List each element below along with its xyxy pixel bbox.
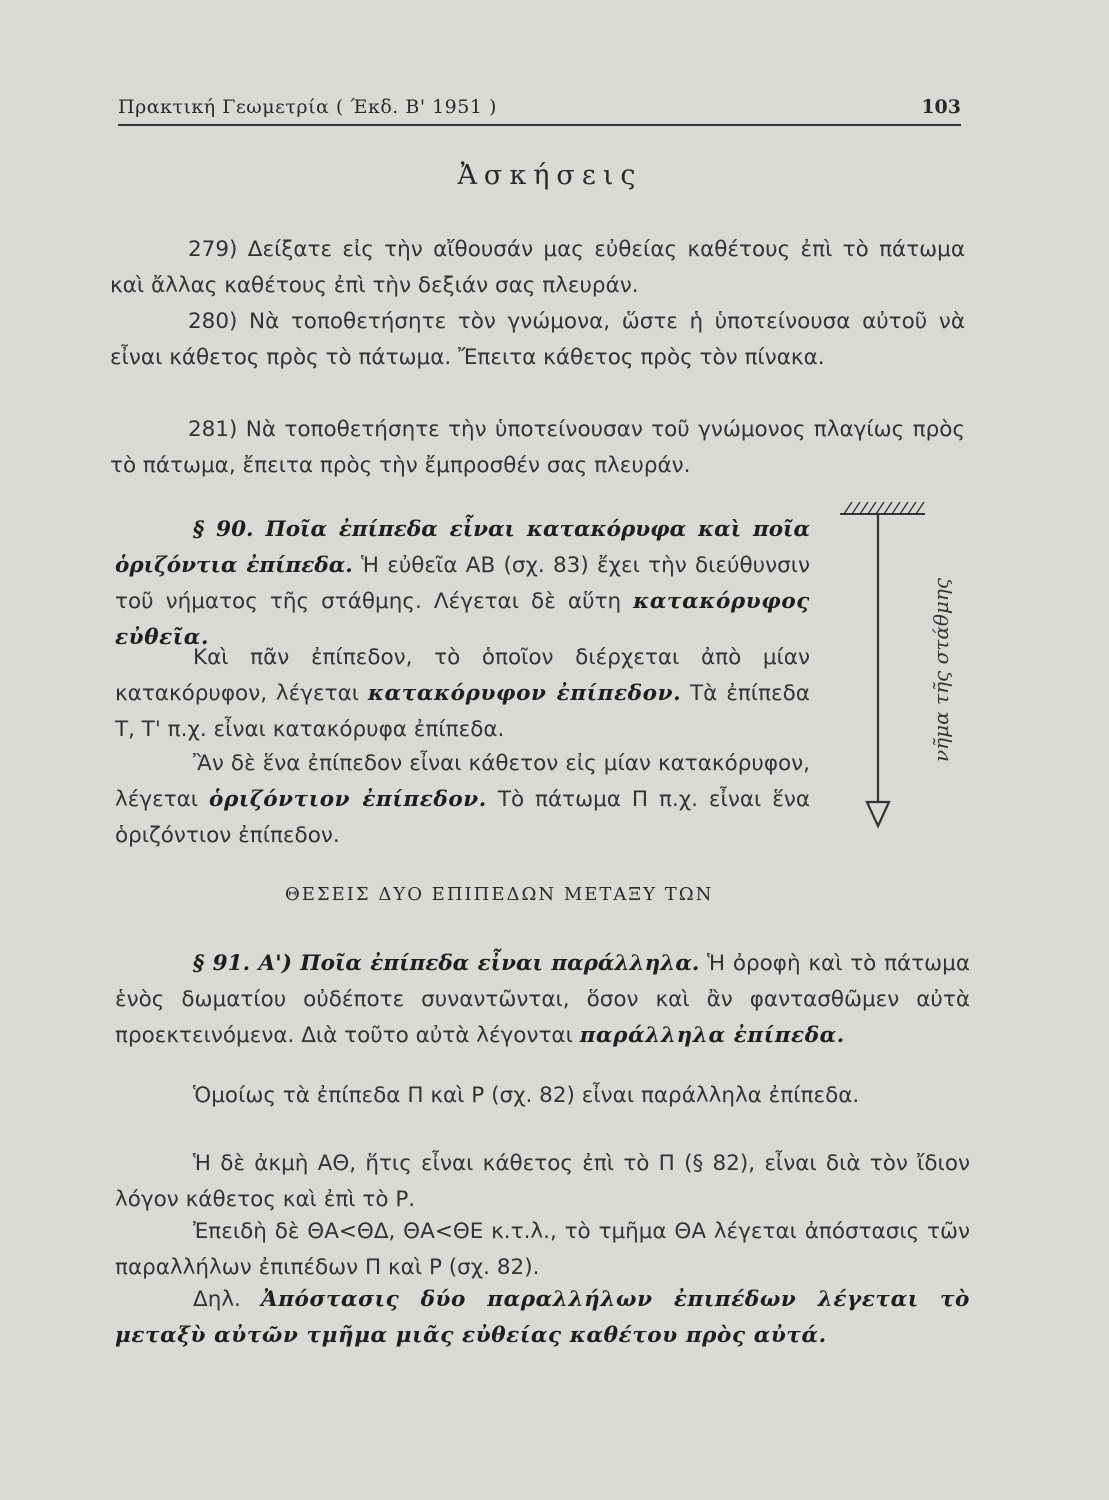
positions-of-planes-heading: ΘΕΣΕΙΣ ΔΥΟ ΕΠΙΠΕΔΩΝ ΜΕΤΑΞΥ ΤΩΝ (285, 884, 714, 905)
section-90-text-1: Ἡ εὐθεῖα ΑΒ (σχ. 83) ἔχει τὴν διεύθυνσιν τοῦ νήματος τῆς στάθμης. Λέγεται δὲ αὕτη (115, 553, 810, 614)
section-90-paragraph-1 (115, 512, 810, 656)
section-90-tail-2: Τὰ ἐπίπεδα Τ, Τ' π.χ. εἶναι κατακόρυφα ἐπίπεδα. (115, 681, 810, 742)
section-90-text-3: Ἂν δὲ ἕνα ἐπίπεδον εἶναι κάθετον εἰς μίαν κατακόρυφον, λέγεται (115, 751, 810, 812)
section-91-paragraph-2: Ὁμοίως τὰ ἐπίπεδα Π καὶ Ρ (σχ. 82) εἶναι παράλληλα ἐπίπεδα. (193, 1083, 860, 1108)
definition-distance-parallel-planes: Ἀπόστασις δύο παραλλήλων ἐπιπέδων λέγεται τὸ μεταξὺ αὐτῶν τμῆμα μιᾶς εὐθείας καθέτου πρὸς αὐτά. (115, 1287, 971, 1348)
page-number: 103 (921, 96, 961, 118)
running-header (118, 92, 961, 126)
section-90-paragraph-2 (115, 640, 810, 748)
term-vertical-line: κατακόρυφος εὐθεῖα. (115, 589, 810, 650)
section-91-paragraph-3: Ἡ δὲ ἀκμὴ ΑΘ, ἥτις εἶναι κάθετος ἐπὶ τὸ Π (§ 82), εἶναι διὰ τὸν ἴδιον λόγον κάθετος καὶ ἐπὶ τὸ Ρ. (115, 1151, 970, 1212)
plumb-line-diagram (830, 490, 970, 840)
header-title: Πρακτική Γεωμετρία ( Έκδ. Β' 1951 ) (118, 96, 497, 118)
exercise-281: 281) Νὰ τοποθετήσητε τὴν ὑποτείνουσαν τοῦ γνώμονος πλαγίως πρὸς τὸ πάτωμα, ἔπειτα πρὸς τὴν ἔμπροσθέν σας πλευράν. (110, 417, 965, 478)
definition-lead: Δηλ. (193, 1287, 241, 1312)
section-91-heading: § 91. Α') Ποῖα ἐπίπεδα εἶναι παράλληλα. (193, 951, 700, 976)
exercises-heading: Ἀσκήσεις (457, 160, 643, 191)
term-vertical-plane: κατακόρυφον ἐπίπεδον. (367, 681, 682, 706)
section-91-paragraph-4: Ἐπειδὴ δὲ ΘΑ<ΘΔ, ΘΑ<ΘΕ κ.τ.λ., τὸ τμῆμα ΘΑ λέγεται ἀπόστασις τῶν παραλλήλων ἐπιπέδων Π καὶ Ρ (σχ. 82). (115, 1219, 970, 1280)
section-90-text-2: Καὶ πᾶν ἐπίπεδον, τὸ ὁποῖον διέρχεται ἀπὸ μίαν κατακόρυφον, λέγεται (115, 645, 810, 706)
section-91-text-1: Ἡ ὀροφὴ καὶ τὸ πάτωμα ἑνὸς δωματίου οὐδέποτε συναντῶνται, ὅσον καὶ ἂν φαντασθῶμεν αὐτὰ προεκτεινόμενα. Διὰ τοῦτο αὐτὰ λέγονται (115, 951, 970, 1048)
section-90-tail-3: Τὸ πάτωμα Π π.χ. εἶναι ἕνα ὁριζόντιον ἐπίπεδον. (115, 787, 811, 848)
plumb-line-figure (830, 490, 970, 840)
exercise-280: 280) Νὰ τοποθετήσητε τὸν γνώμονα, ὥστε ἡ ὑποτείνουσα αὐτοῦ νὰ εἶναι κάθετος πρὸς τὸ πάτωμα. Ἔπειτα κάθετος πρὸς τὸν πίνακα. (110, 309, 965, 370)
plumb-line-label: νῆμα τῆς στάθμης (929, 577, 953, 762)
ceiling-hatching (840, 502, 925, 514)
section-91-paragraph-1 (115, 946, 970, 1054)
section-90-paragraph-3 (115, 746, 810, 854)
section-91-paragraph-5 (115, 1282, 970, 1354)
term-horizontal-plane: ὁριζόντιον ἐπίπεδον. (209, 787, 487, 812)
exercise-279: 279) Δείξατε εἰς τὴν αἴθουσάν μας εὐθείας καθέτους ἐπὶ τὸ πάτωμα καὶ ἄλλας καθέτους ἐπὶ τὴν δεξιάν σας πλευράν. (110, 237, 965, 298)
plumb-bob (867, 802, 889, 826)
section-90-heading: § 90. Ποῖα ἐπίπεδα εἶναι κατακόρυφα καὶ ποῖα ὁριζόντια ἐπίπεδα. (115, 517, 810, 578)
term-parallel-planes: παράλληλα ἐπίπεδα. (579, 1023, 845, 1048)
